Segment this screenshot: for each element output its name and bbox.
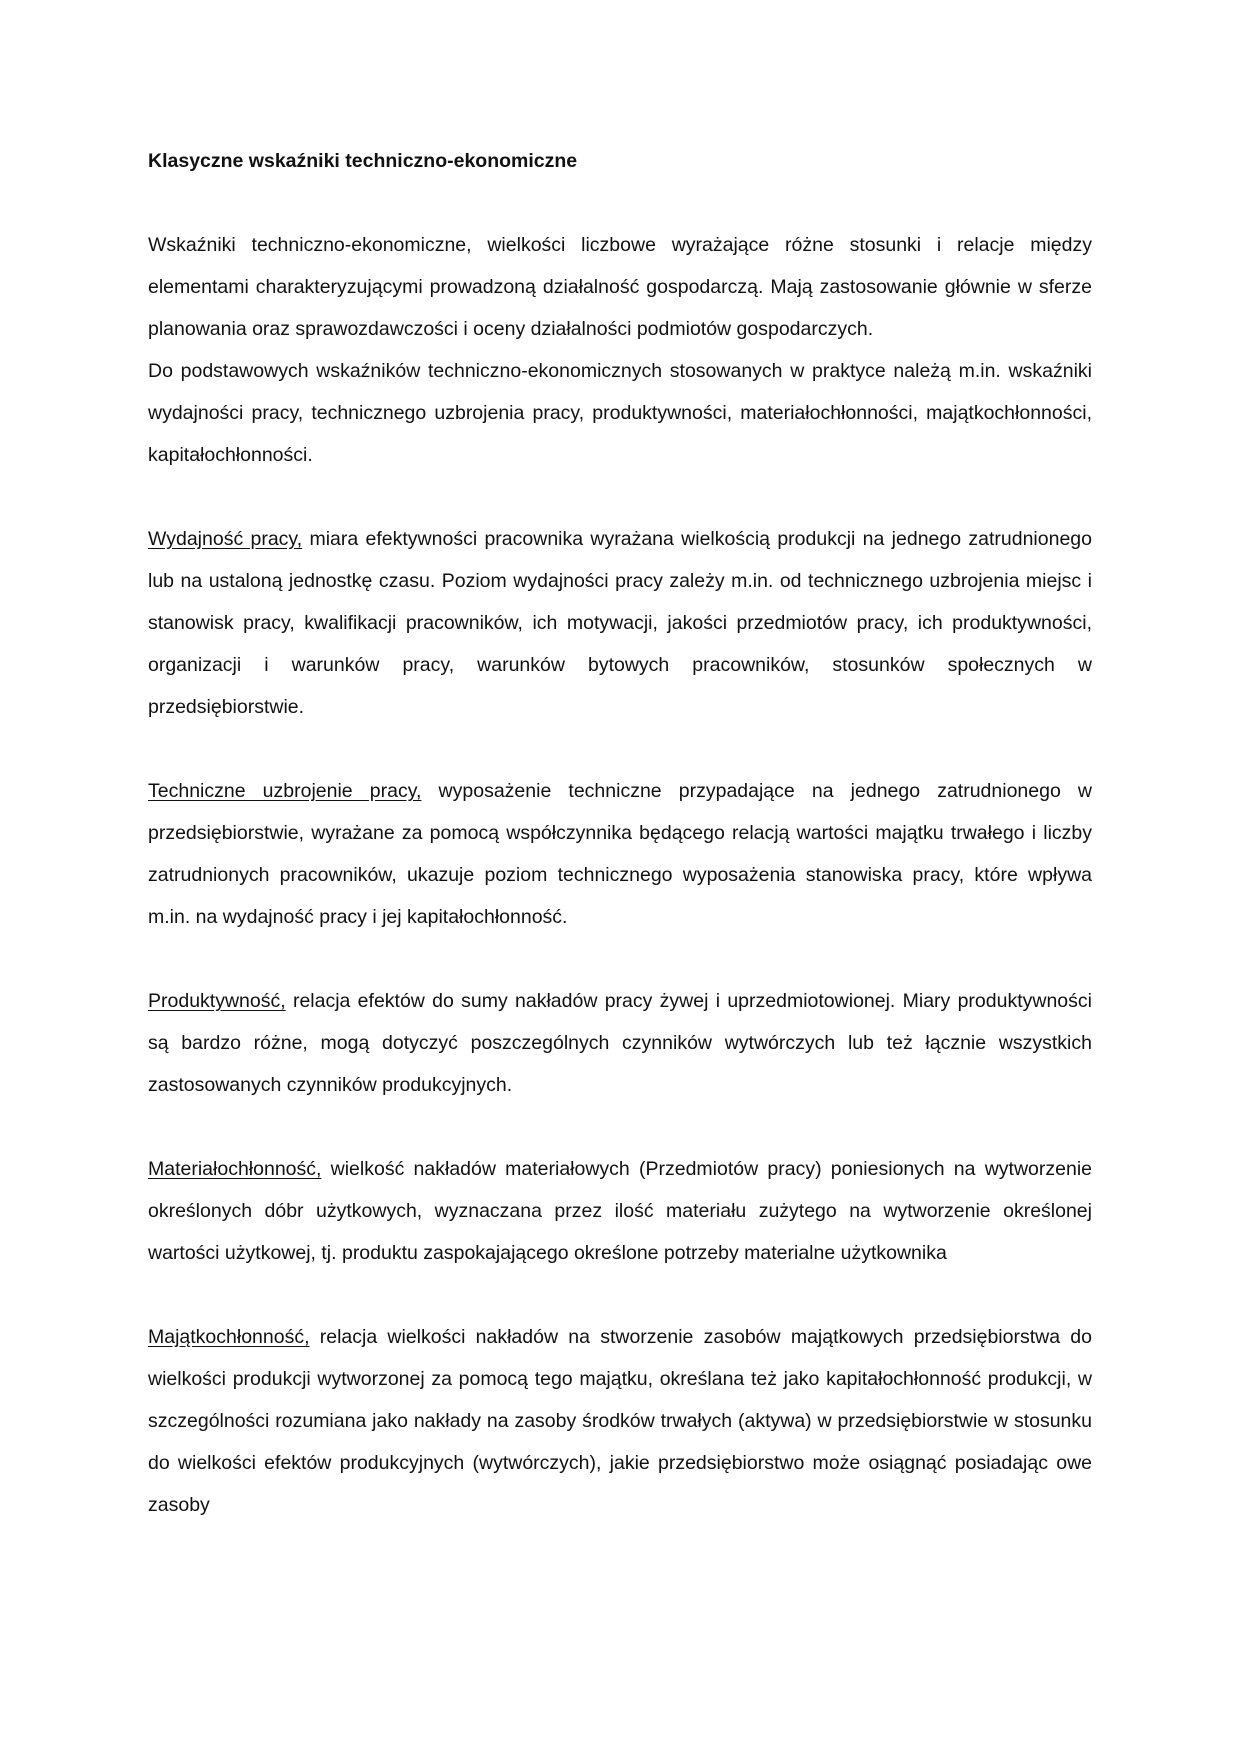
section-techniczne-uzbrojenie-pracy <box>148 770 1092 938</box>
term-produktywnosc: Produktywność, <box>148 990 286 1012</box>
section-wydajnosc-pracy <box>148 518 1092 728</box>
intro-paragraph-1: Wskaźniki techniczno-ekonomiczne, wielkości liczbowe wyrażające różne stosunki i relacje między elementami charakteryzującymi prowadzoną działalność gospodarczą. Mają zastosowanie głównie w sferze planowania oraz sprawozdawczości i oceny działalności podmiotów gospodarczych. <box>148 234 1092 340</box>
document-title: Klasyczne wskaźniki techniczno-ekonomiczne <box>148 150 578 172</box>
term-techniczne-uzbrojenie-pracy: Techniczne uzbrojenie pracy, <box>148 780 422 802</box>
term-materialochlonnosc: Materiałochłonność, <box>148 1158 322 1180</box>
section-produktywnosc <box>148 980 1092 1106</box>
definition-produktywnosc: relacja efektów do sumy nakładów pracy żywej i uprzedmiotowionej. Miary produktywności są bardzo różne, mogą dotyczyć poszczególnych czynników wytwórczych lub też łącznie wszystkich zastosowanych czynników produkcyjnych. <box>148 990 1092 1096</box>
term-wydajnosc-pracy: Wydajność pracy, <box>148 528 303 550</box>
term-majatkochlonnosc: Majątkochłonność, <box>148 1326 310 1348</box>
definition-wydajnosc-pracy: miara efektywności pracownika wyrażana wielkością produkcji na jednego zatrudnionego lub na ustaloną jednostkę czasu. Poziom wydajności pracy zależy m.in. od technicznego uzbrojenia miejsc i stanowisk pracy, kwalifikacji pracowników, ich motywacji, jakości przedmiotów pracy, ich produktywności, organizacji i warunków pracy, warunków bytowych pracowników, stosunków społecznych w przedsiębiorstwie. <box>148 528 1092 718</box>
definition-majatkochlonnosc: relacja wielkości nakładów na stworzenie zasobów majątkowych przedsiębiorstwa do wielkości produkcji wytworzonej za pomocą tego majątku, określana też jako kapitałochłonność produkcji, w szczególności rozumiana jako nakłady na zasoby środków trwałych (aktywa) w przedsiębiorstwie w stosunku do wielkości efektów produkcyjnych (wytwórczych), jakie przedsiębiorstwo może osiągnąć posiadając owe zasoby <box>148 1326 1092 1516</box>
document-page <box>148 140 1092 1568</box>
definition-techniczne-uzbrojenie-pracy: wyposażenie techniczne przypadające na jednego zatrudnionego w przedsiębiorstwie, wyrażane za pomocą współczynnika będącego relacją wartości majątku trwałego i liczby zatrudnionych pracowników, ukazuje poziom technicznego wyposażenia stanowiska pracy, które wpływa m.in. na wydajność pracy i jej kapitałochłonność. <box>148 780 1092 928</box>
section-materialochlonnosc <box>148 1148 1092 1274</box>
intro-paragraph-2: Do podstawowych wskaźników techniczno-ekonomicznych stosowanych w praktyce należą m.in. wskaźniki wydajności pracy, technicznego uzbrojenia pracy, produktywności, materiałochłonności, majątkochłonności, kapitałochłonności. <box>148 360 1092 466</box>
section-majatkochlonnosc <box>148 1316 1092 1526</box>
definition-materialochlonnosc: wielkość nakładów materiałowych (Przedmiotów pracy) poniesionych na wytworzenie określonych dóbr użytkowych, wyznaczana przez ilość materiału zużytego na wytworzenie określonej wartości użytkowej, tj. produktu zaspokajającego określone potrzeby materialne użytkownika <box>148 1158 1092 1264</box>
